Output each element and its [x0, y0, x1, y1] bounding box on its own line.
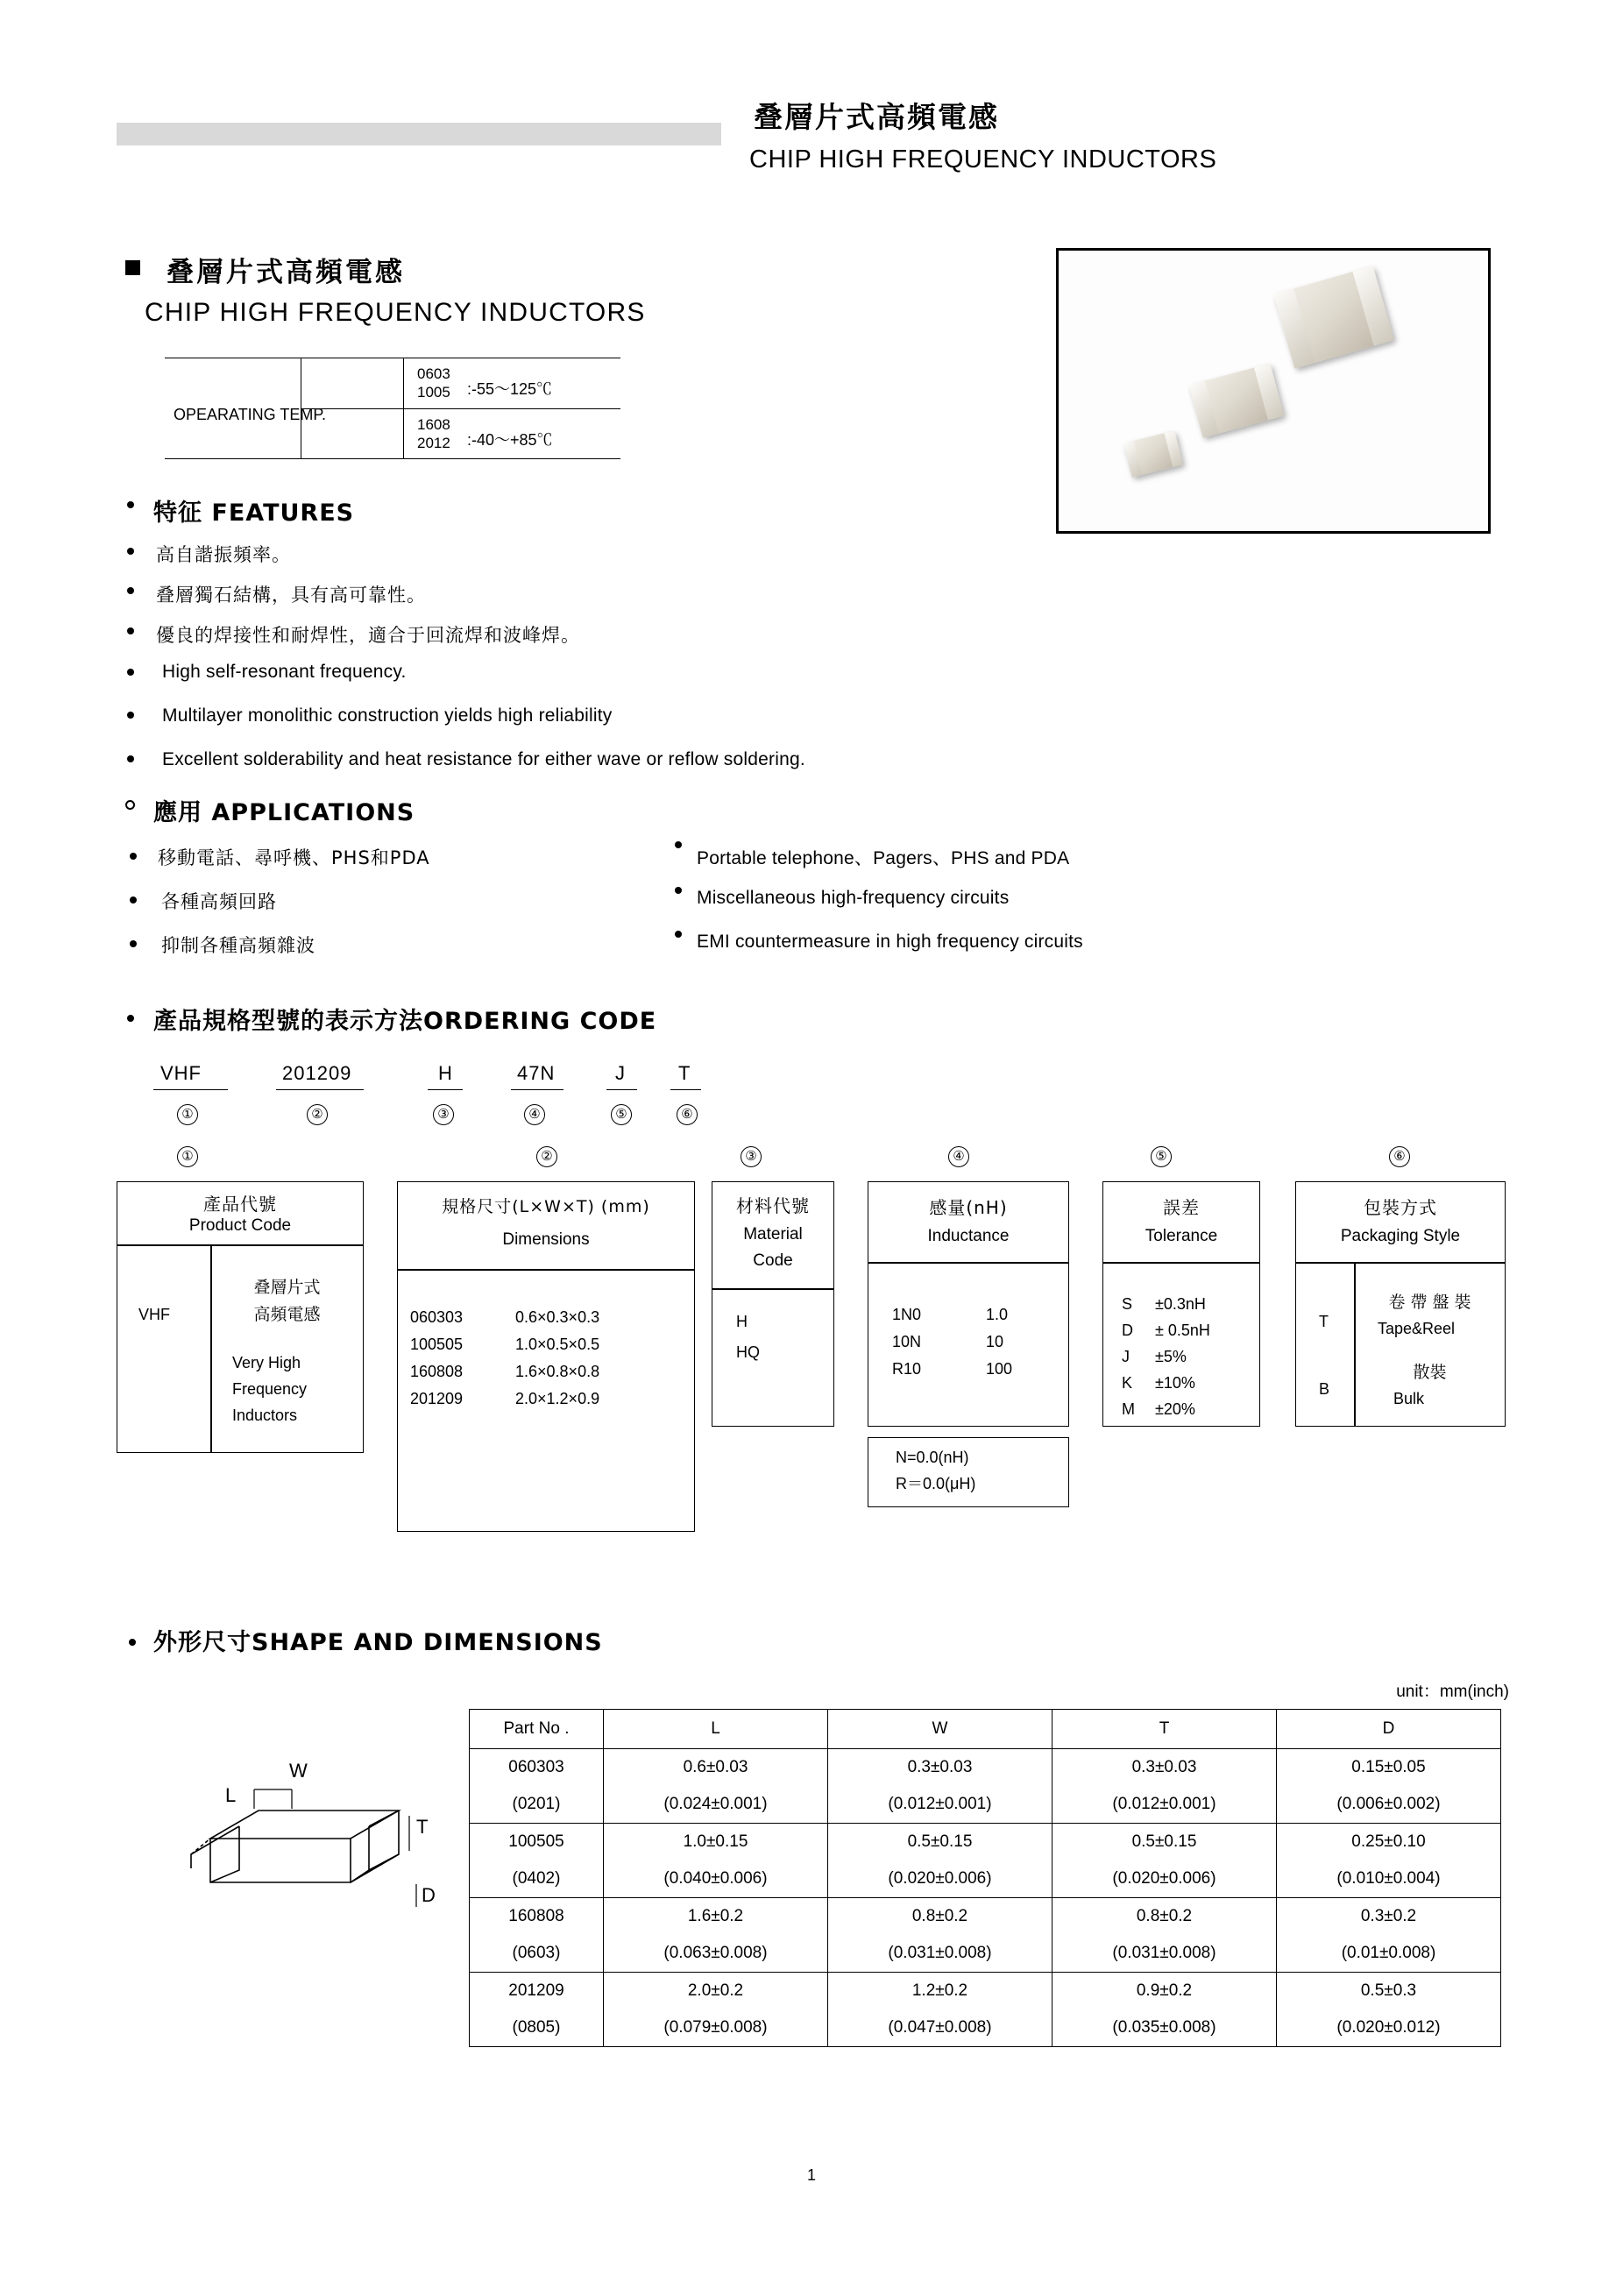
shape-drawing: [162, 1735, 451, 1963]
size-line-1: 1608: [417, 416, 450, 433]
col2-title-en: Dimensions: [502, 1230, 590, 1249]
col6-code-1: T: [1319, 1313, 1329, 1330]
feature-cn-2: 叠層獨石結構，具有高可靠性。: [156, 585, 426, 606]
row4-part-mm: 201209: [470, 1973, 604, 2010]
col4-value-2: 10: [986, 1333, 1004, 1350]
col1-title-cn: 產品代號: [203, 1194, 277, 1215]
col6-en-1: Tape&Reel: [1378, 1320, 1456, 1337]
col2-code-2: 100505: [410, 1336, 464, 1353]
row4-part-in: (0805): [470, 2009, 604, 2047]
row3-L-in: (0.063±0.008): [604, 1935, 828, 1973]
row4-T-in: (0.035±0.008): [1052, 2009, 1277, 2047]
col4-title-cn: 感量(nH): [929, 1197, 1008, 1218]
row3-T-mm: 0.8±0.2: [1052, 1898, 1277, 1936]
table-row: [470, 2009, 1501, 2047]
row1-T-mm: 0.3±0.03: [1052, 1749, 1277, 1787]
table-row: [470, 1786, 1501, 1824]
row4-D-mm: 0.5±0.3: [1277, 1973, 1501, 2010]
header-t: T: [1052, 1710, 1277, 1749]
row2-T-in: (0.020±0.006): [1052, 1860, 1277, 1898]
drawing-label-D: D: [422, 1884, 436, 1906]
row1-W-in: (0.012±0.001): [828, 1786, 1052, 1824]
shape-bullet-icon: [129, 1639, 136, 1646]
row3-part-mm: 160808: [470, 1898, 604, 1936]
feature-cn-bullet-icon-2: [127, 587, 134, 594]
feature-cn-3: 優良的焊接性和耐焊性，適合于回流焊和波峰焊。: [156, 625, 580, 646]
col5-code-3: J: [1122, 1348, 1130, 1365]
ordering-col-material-code: [712, 1181, 834, 1427]
col2-value-3: 1.6×0.8×0.8: [515, 1363, 600, 1380]
application-cn-3: 抑制各種高頻雜波: [161, 935, 315, 956]
col3-code-2: HQ: [736, 1343, 760, 1361]
col1-desc-en-3: Inductors: [232, 1407, 298, 1424]
col3-title-cn: 材料代號: [736, 1195, 810, 1216]
row2-part-in: (0402): [470, 1860, 604, 1898]
feature-en-bullet-icon-1: [127, 669, 134, 676]
row3-T-in: (0.031±0.008): [1052, 1935, 1277, 1973]
ordering-col-num-1: ①: [177, 1146, 198, 1167]
col1-desc-cn-2: 高頻電感: [253, 1305, 321, 1324]
application-en-bullet-icon-3: [675, 931, 682, 938]
col3-title-en-2: Code: [753, 1251, 793, 1270]
col6-cn-1: 卷 帶 盤 裝: [1388, 1293, 1471, 1312]
size-line-2: 1005: [417, 384, 450, 400]
feature-cn-1: 高自諧振頻率。: [156, 544, 291, 565]
operating-temp-label: OPEARATING TEMP.: [174, 406, 327, 423]
ordering-token-3: H: [438, 1062, 453, 1084]
applications-heading: 應用 APPLICATIONS: [153, 799, 415, 826]
row1-D-in: (0.006±0.002): [1277, 1786, 1501, 1824]
ordering-circled-4: ④: [524, 1104, 545, 1125]
col1-code: VHF: [138, 1306, 170, 1323]
row1-D-mm: 0.15±0.05: [1277, 1749, 1501, 1787]
col5-code-5: M: [1122, 1400, 1135, 1418]
col5-title-cn: 誤差: [1163, 1197, 1200, 1218]
product-photo: [1056, 248, 1491, 534]
col3-code-1: H: [736, 1313, 748, 1330]
row1-L-in: (0.024±0.001): [604, 1786, 828, 1824]
ordering-token-4: 47N: [517, 1062, 556, 1084]
header-l: L: [604, 1710, 828, 1749]
unit-note: unit：mm(inch): [1396, 1683, 1509, 1701]
ordering-col-num-6: ⑥: [1389, 1146, 1410, 1167]
row3-L-mm: 1.6±0.2: [604, 1898, 828, 1936]
col5-title-en: Tolerance: [1145, 1227, 1218, 1245]
page-number: 1: [806, 2166, 817, 2184]
row3-part-in: (0603): [470, 1935, 604, 1973]
row3-D-mm: 0.3±0.2: [1277, 1898, 1501, 1936]
col4-value-3: 100: [986, 1360, 1013, 1378]
application-en-3: EMI countermeasure in high frequency circuits: [697, 932, 1083, 952]
page-title-en: CHIP HIGH FREQUENCY INDUCTORS: [145, 298, 646, 327]
col5-value-4: ±10%: [1155, 1374, 1195, 1392]
ordering-heading: 產品規格型號的表示方法ORDERING CODE: [153, 1008, 657, 1035]
col2-title-cn: 規格尺寸(L×W×T) (mm): [442, 1197, 650, 1216]
application-cn-2: 各種高頻回路: [161, 891, 277, 912]
col1-title-en: Product Code: [188, 1216, 292, 1235]
row2-W-in: (0.020±0.006): [828, 1860, 1052, 1898]
row1-T-in: (0.012±0.001): [1052, 1786, 1277, 1824]
application-cn-bullet-icon-1: [130, 853, 137, 860]
col5-code-2: D: [1122, 1322, 1133, 1339]
col6-title-cn: 包裝方式: [1364, 1197, 1437, 1218]
application-cn-bullet-icon-2: [130, 896, 137, 904]
page-title-cn: 叠層片式高頻電感: [167, 257, 405, 288]
row3-D-in: (0.01±0.008): [1277, 1935, 1501, 1973]
operating-temp-table: [165, 358, 620, 459]
col1-desc-en-1: Very High: [232, 1354, 301, 1371]
header-d: D: [1277, 1710, 1501, 1749]
col4-title-en: Inductance: [927, 1227, 1010, 1245]
row2-T-mm: 0.5±0.15: [1052, 1824, 1277, 1861]
application-cn-1: 移動電話、尋呼機、PHS和PDA: [158, 847, 430, 868]
header-title-cn: 叠層片式高頻電感: [754, 100, 999, 134]
header-gray-bar: [117, 123, 721, 145]
ordering-col-num-2: ②: [536, 1146, 557, 1167]
row2-D-mm: 0.25±0.10: [1277, 1824, 1501, 1861]
chip-inductor-large: [1273, 266, 1394, 368]
application-cn-bullet-icon-3: [130, 940, 137, 947]
ordering-token-6: T: [678, 1062, 691, 1084]
application-en-1: Portable telephone、Pagers、PHS and PDA: [697, 848, 1070, 868]
ordering-token-5: J: [615, 1062, 626, 1084]
col1-desc-en-2: Frequency: [232, 1380, 308, 1398]
ordering-col-num-4: ④: [948, 1146, 969, 1167]
feature-cn-bullet-icon-1: [127, 548, 134, 555]
row1-W-mm: 0.3±0.03: [828, 1749, 1052, 1787]
col6-title-en: Packaging Style: [1340, 1227, 1461, 1245]
ordering-circled-5: ⑤: [611, 1104, 632, 1125]
col5-code-4: K: [1122, 1374, 1133, 1392]
row2-L-mm: 1.0±0.15: [604, 1824, 828, 1861]
col4-code-1: 1N0: [892, 1306, 922, 1323]
drawing-label-T: T: [416, 1816, 429, 1838]
ordering-token-1: VHF: [160, 1062, 202, 1084]
col2-value-1: 0.6×0.3×0.3: [515, 1308, 600, 1326]
col5-value-3: ±5%: [1155, 1348, 1187, 1365]
operating-temp-size-0603-1005: [417, 365, 450, 401]
operating-temp-value-2: :-40～+85℃: [467, 431, 553, 449]
col2-value-2: 1.0×0.5×0.5: [515, 1336, 600, 1353]
chip-inductor-medium: [1189, 364, 1285, 438]
row2-D-in: (0.010±0.004): [1277, 1860, 1501, 1898]
row4-D-in: (0.020±0.012): [1277, 2009, 1501, 2047]
row2-part-mm: 100505: [470, 1824, 604, 1861]
row1-part-in: (0201): [470, 1786, 604, 1824]
col2-value-4: 2.0×1.2×0.9: [515, 1390, 600, 1407]
ordering-col-num-3: ③: [741, 1146, 762, 1167]
table-row: [470, 1824, 1501, 1861]
col4-code-2: 10N: [892, 1333, 922, 1350]
header-title-en: CHIP HIGH FREQUENCY INDUCTORS: [749, 145, 1217, 174]
drawing-label-L: L: [225, 1784, 237, 1806]
chip-inductor-small: [1123, 430, 1183, 477]
row1-L-mm: 0.6±0.03: [604, 1749, 828, 1787]
feature-cn-bullet-icon-3: [127, 627, 134, 634]
col2-code-4: 201209: [410, 1390, 464, 1407]
ordering-token-2: 201209: [282, 1062, 352, 1084]
table-row: [470, 1973, 1501, 2010]
row1-part-mm: 060303: [470, 1749, 604, 1787]
row3-W-mm: 0.8±0.2: [828, 1898, 1052, 1936]
operating-temp-size-1608-2012: [417, 415, 450, 452]
feature-en-3: Excellent solderability and heat resistance for either wave or reflow soldering.: [162, 749, 805, 769]
table-header-row: [470, 1710, 1501, 1749]
col3-title-en-1: Material: [743, 1225, 803, 1244]
ordering-circled-3: ③: [433, 1104, 454, 1125]
row4-W-mm: 1.2±0.2: [828, 1973, 1052, 2010]
feature-en-2: Multilayer monolithic construction yields high reliability: [162, 705, 613, 726]
col4-note-1: N=0.0(nH): [896, 1449, 969, 1466]
ordering-col-num-5: ⑤: [1151, 1146, 1172, 1167]
col5-value-5: ±20%: [1155, 1400, 1195, 1418]
square-bullet-icon: [125, 260, 140, 275]
application-en-bullet-icon-2: [675, 887, 682, 894]
row2-W-mm: 0.5±0.15: [828, 1824, 1052, 1861]
shape-heading: 外形尺寸SHAPE AND DIMENSIONS: [153, 1629, 603, 1656]
col2-code-3: 160808: [410, 1363, 464, 1380]
col1-desc-cn-1: 叠層片式: [253, 1278, 321, 1297]
ordering-circled-1: ①: [177, 1104, 198, 1125]
table-row: [470, 1860, 1501, 1898]
row4-L-mm: 2.0±0.2: [604, 1973, 828, 2010]
operating-temp-value-1: :-55～125℃: [467, 380, 553, 398]
ordering-circled-6: ⑥: [677, 1104, 698, 1125]
row4-W-in: (0.047±0.008): [828, 2009, 1052, 2047]
size-line-2: 2012: [417, 435, 450, 451]
col5-code-1: S: [1122, 1295, 1133, 1313]
drawing-label-W: W: [289, 1760, 308, 1782]
table-row: [470, 1749, 1501, 1787]
row2-L-in: (0.040±0.006): [604, 1860, 828, 1898]
feature-en-bullet-icon-3: [127, 755, 134, 762]
header-w: W: [828, 1710, 1052, 1749]
application-en-2: Miscellaneous high-frequency circuits: [697, 888, 1010, 908]
table-row: [470, 1898, 1501, 1936]
col6-cn-2: 散裝: [1413, 1363, 1447, 1382]
col6-code-2: B: [1319, 1380, 1330, 1398]
table-row: [470, 1935, 1501, 1973]
dimensions-table: [469, 1709, 1501, 2047]
col2-code-1: 060303: [410, 1308, 464, 1326]
col4-value-1: 1.0: [986, 1306, 1009, 1323]
col6-en-2: Bulk: [1393, 1390, 1425, 1407]
size-line-1: 0603: [417, 365, 450, 382]
col5-value-2: ± 0.5nH: [1155, 1322, 1210, 1339]
applications-bullet-icon: [125, 800, 135, 810]
col4-code-3: R10: [892, 1360, 922, 1378]
row3-W-in: (0.031±0.008): [828, 1935, 1052, 1973]
row4-T-mm: 0.9±0.2: [1052, 1973, 1277, 2010]
feature-en-bullet-icon-2: [127, 712, 134, 719]
col4-note-2: R＝0.0(μH): [896, 1475, 976, 1492]
ordering-circled-2: ②: [307, 1104, 328, 1125]
feature-en-1: High self-resonant frequency.: [162, 662, 407, 682]
features-heading: 特征 FEATURES: [153, 500, 355, 527]
header-part-no: Part No .: [470, 1710, 604, 1749]
ordering-bullet-icon: [127, 1015, 134, 1022]
application-en-bullet-icon-1: [675, 841, 682, 848]
features-bullet-icon: [127, 501, 134, 508]
row4-L-in: (0.079±0.008): [604, 2009, 828, 2047]
col5-value-1: ±0.3nH: [1155, 1295, 1206, 1313]
